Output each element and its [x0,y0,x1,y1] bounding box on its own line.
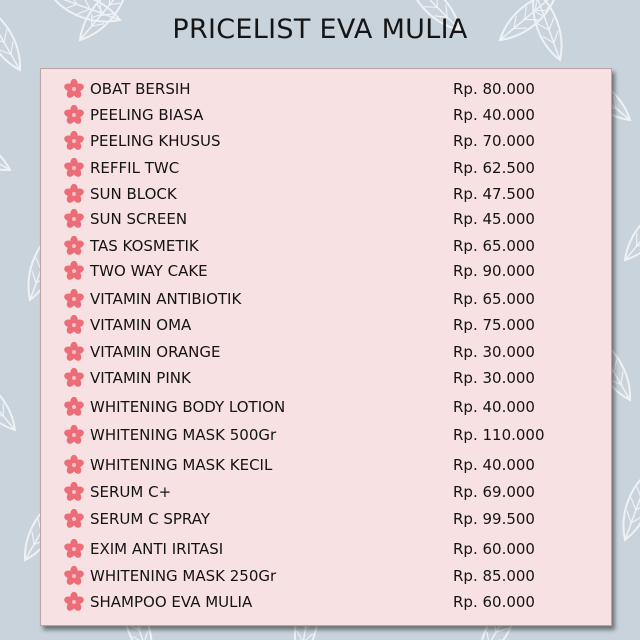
item-name: SUN SCREEN [90,210,188,228]
item-name: VITAMIN OMA [90,316,192,334]
item-name: WHITENING BODY LOTION [90,398,286,416]
item-price: Rp. 90.000 [453,262,535,280]
page-title: PRICELIST EVA MULIA [172,14,468,45]
item-name: SHAMPOO EVA MULIA [90,593,253,611]
item-price: Rp. 110.000 [453,426,545,444]
flower-icon [63,184,85,204]
flower-icon [63,158,85,178]
item-name: OBAT BERSIH [90,80,191,98]
price-list-card [40,68,612,626]
price-row [41,130,611,152]
item-price: Rp. 30.000 [453,369,535,387]
item-price: Rp. 62.500 [453,159,535,177]
item-price: Rp. 65.000 [453,237,535,255]
price-row [41,260,611,282]
item-name: PEELING BIASA [90,106,204,124]
item-name: TAS KOSMETIK [90,237,199,255]
price-row [41,104,611,126]
price-row [41,424,611,446]
item-price: Rp. 70.000 [453,132,535,150]
item-name: WHITENING MASK KECIL [90,456,273,474]
item-price: Rp. 85.000 [453,567,535,585]
item-name: WHITENING MASK 500Gr [90,426,277,444]
item-price: Rp. 40.000 [453,456,535,474]
flower-icon [63,539,85,559]
price-row [41,454,611,476]
item-price: Rp. 40.000 [453,398,535,416]
item-price: Rp. 60.000 [453,540,535,558]
flower-icon [63,131,85,151]
price-row [41,396,611,418]
flower-icon [63,566,85,586]
item-price: Rp. 80.000 [453,80,535,98]
flower-icon [63,342,85,362]
flower-icon [63,315,85,335]
flower-icon [63,425,85,445]
flower-icon [63,289,85,309]
price-row [41,341,611,363]
item-price: Rp. 65.000 [453,290,535,308]
item-name: SERUM C SPRAY [90,510,210,528]
item-price: Rp. 75.000 [453,316,535,334]
flower-icon [63,261,85,281]
item-price: Rp. 30.000 [453,343,535,361]
flower-icon [63,236,85,256]
flower-icon [63,592,85,612]
price-row [41,183,611,205]
flower-icon [63,105,85,125]
item-name: EXIM ANTI IRITASI [90,540,224,558]
price-row [41,481,611,503]
price-row [41,367,611,389]
price-row [41,591,611,613]
item-name: SUN BLOCK [90,185,177,203]
flower-icon [63,79,85,99]
item-name: TWO WAY CAKE [90,262,208,280]
flower-icon [63,397,85,417]
price-row [41,538,611,560]
price-row [41,508,611,530]
price-row [41,235,611,257]
flower-icon [63,509,85,529]
item-name: REFFIL TWC [90,159,180,177]
item-name: WHITENING MASK 250Gr [90,567,277,585]
item-name: VITAMIN PINK [90,369,191,387]
item-name: VITAMIN ANTIBIOTIK [90,290,242,308]
price-row [41,288,611,310]
flower-icon [63,482,85,502]
item-price: Rp. 45.000 [453,210,535,228]
price-row [41,78,611,100]
item-name: PEELING KHUSUS [90,132,221,150]
price-row [41,157,611,179]
flower-icon [63,455,85,475]
item-price: Rp. 99.500 [453,510,535,528]
price-row [41,565,611,587]
item-name: SERUM C+ [90,483,172,501]
item-price: Rp. 40.000 [453,106,535,124]
item-price: Rp. 60.000 [453,593,535,611]
item-name: VITAMIN ORANGE [90,343,221,361]
item-price: Rp. 47.500 [453,185,535,203]
price-row [41,208,611,230]
flower-icon [63,209,85,229]
flower-icon [63,368,85,388]
price-row [41,314,611,336]
item-price: Rp. 69.000 [453,483,535,501]
